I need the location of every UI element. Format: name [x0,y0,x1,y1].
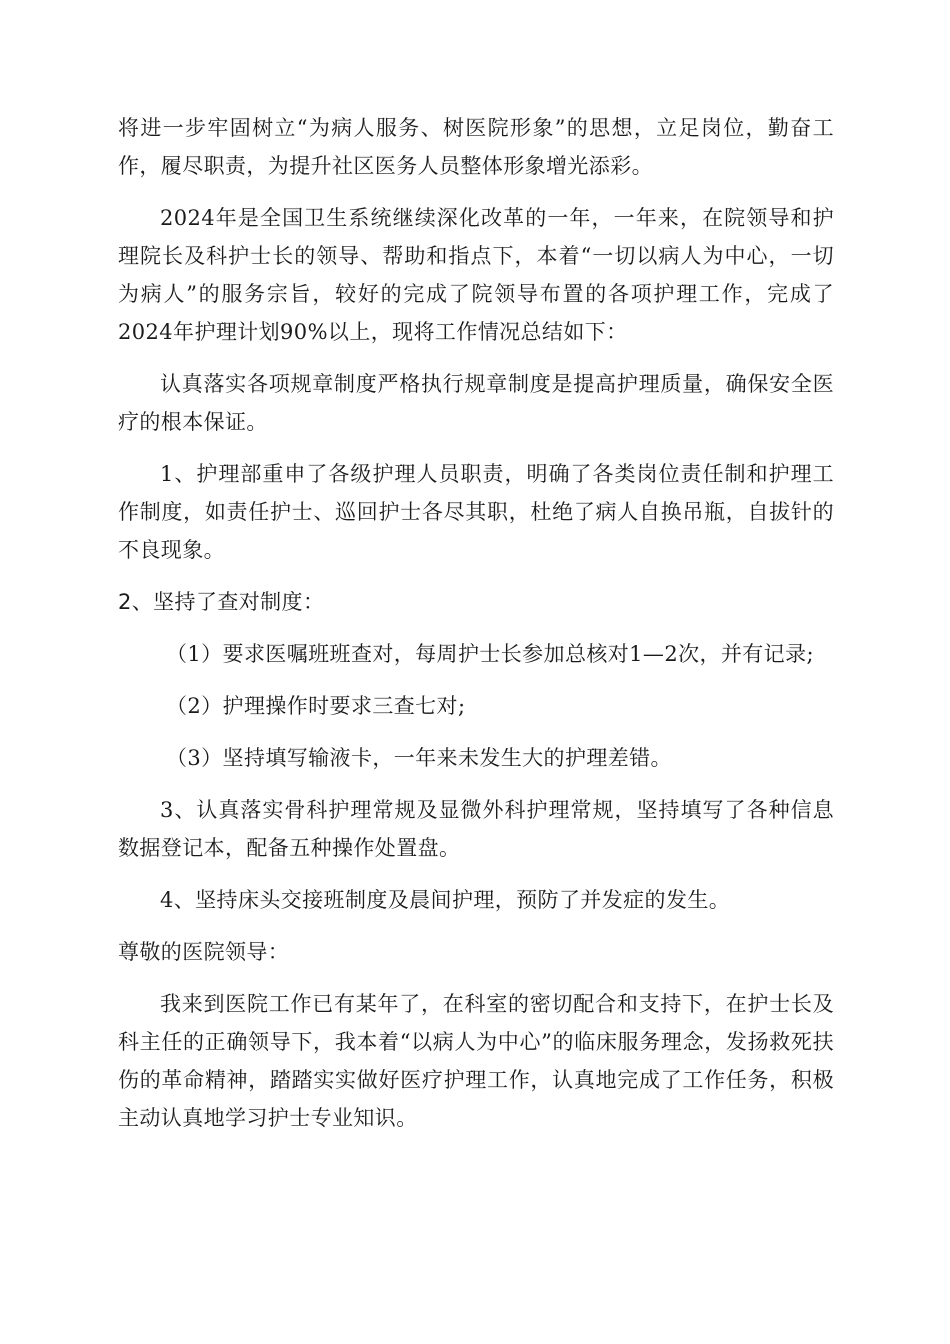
paragraph-subitem-2: （2）护理操作时要求三查七对; [166,694,466,718]
paragraph-salutation: 尊敬的医院领导： [118,940,290,964]
paragraph-item-1: 1、护理部重申了各级护理人员职责，明确了各类岗位责任制和护理工作制度，如责任护士、巡回护士各尽其职，杜绝了病人自换吊瓶，自拔针的不良现象。 [118,462,834,562]
paragraph-continuation: 将进一步牢固树立“为病人服务、树医院形象”的思想，立足岗位，勤奋工作，履尽职责，为提升社区医务人员整体形象增光添彩。 [118,116,834,178]
paragraph-item-3: 3、认真落实骨科护理常规及显微外科护理常规，坚持填写了各种信息数据登记本，配备五种操作处置盘。 [118,798,834,860]
paragraph-self-introduction: 我来到医院工作已有某年了，在科室的密切配合和支持下，在护士长及科主任的正确领导下，我本着“以病人为中心”的临床服务理念，发扬救死扶伤的革命精神，踏踏实实做好医疗护理工作，认真地完成了工作任务，积极主动认真地学习护士专业知识。 [118,992,834,1130]
paragraph-annual-summary: 2024年是全国卫生系统继续深化改革的一年，一年来，在院领导和护理院长及科护士长的领导、帮助和指点下，本着“一切以病人为中心，一切为病人”的服务宗旨，较好的完成了院领导布置的各项护理工作，完成了2024年护理计划90%以上，现将工作情况总结如下： [118,206,834,344]
paragraph-item-2-heading: 2、坚持了查对制度： [118,590,325,614]
paragraph-subitem-3: （3）坚持填写输液卡，一年来未发生大的护理差错。 [166,746,672,770]
paragraph-subitem-1: （1）要求医嘱班班查对，每周护士长参加总核对1—2次，并有记录; [166,642,814,666]
document-body [118,109,834,1151]
paragraph-item-4: 4、坚持床头交接班制度及晨间护理，预防了并发症的发生。 [160,888,731,912]
paragraph-rules: 认真落实各项规章制度严格执行规章制度是提高护理质量，确保安全医疗的根本保证。 [118,372,834,434]
